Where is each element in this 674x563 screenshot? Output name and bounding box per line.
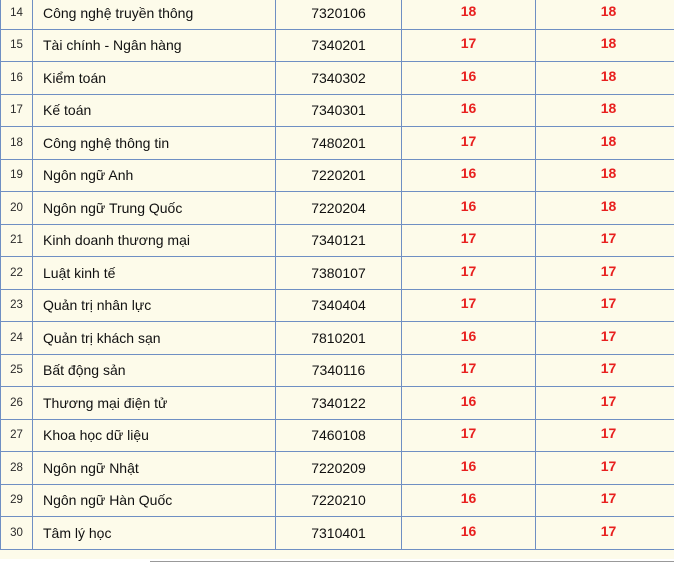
row-number: 25	[1, 354, 33, 387]
row-number: 27	[1, 419, 33, 452]
table-row	[1, 159, 674, 192]
table-row	[1, 419, 674, 452]
major-code: 7320106	[276, 0, 402, 29]
score-cell-2	[536, 484, 674, 517]
major-code: 7220201	[276, 159, 402, 192]
table-row	[1, 517, 674, 550]
major-name: Công nghệ thông tin	[33, 127, 276, 160]
score-cell-1	[402, 517, 536, 550]
major-name: Ngôn ngữ Hàn Quốc	[33, 484, 276, 517]
major-name: Ngôn ngữ Nhật	[33, 452, 276, 485]
score-value-1: 17	[460, 35, 477, 52]
table-row	[1, 257, 674, 290]
row-number: 16	[1, 62, 33, 95]
score-cell-2	[536, 517, 674, 550]
row-number: 24	[1, 322, 33, 355]
score-cell-1	[402, 452, 536, 485]
score-cell-1	[402, 0, 536, 29]
score-value-2: 17	[600, 360, 617, 377]
major-code: 7810201	[276, 322, 402, 355]
row-number: 28	[1, 452, 33, 485]
table-body	[1, 0, 674, 549]
major-code: 7340404	[276, 289, 402, 322]
score-cell-2	[536, 29, 674, 62]
major-name: Quản trị khách sạn	[33, 322, 276, 355]
score-value-2: 18	[600, 67, 617, 84]
score-value-2: 18	[600, 197, 617, 214]
major-code: 7220210	[276, 484, 402, 517]
score-cell-2	[536, 354, 674, 387]
score-value-2: 17	[600, 522, 617, 539]
major-code: 7340116	[276, 354, 402, 387]
major-name: Kinh doanh thương mại	[33, 224, 276, 257]
score-cell-2	[536, 192, 674, 225]
score-cell-2	[536, 419, 674, 452]
major-code: 7380107	[276, 257, 402, 290]
score-cell-2	[536, 257, 674, 290]
score-cell-2	[536, 387, 674, 420]
score-cell-1	[402, 257, 536, 290]
score-cell-1	[402, 159, 536, 192]
score-cell-2	[536, 62, 674, 95]
score-cell-1	[402, 354, 536, 387]
score-value-2: 17	[600, 457, 617, 474]
score-cell-1	[402, 29, 536, 62]
score-cell-1	[402, 322, 536, 355]
table-row	[1, 452, 674, 485]
table-row	[1, 127, 674, 160]
score-value-1: 17	[460, 230, 477, 247]
row-number: 15	[1, 29, 33, 62]
score-value-1: 16	[460, 490, 477, 507]
row-number: 18	[1, 127, 33, 160]
score-value-1: 16	[460, 392, 477, 409]
major-name: Tâm lý học	[33, 517, 276, 550]
score-value-1: 17	[460, 295, 477, 312]
row-number: 19	[1, 159, 33, 192]
score-value-2: 18	[600, 35, 617, 52]
table-row	[1, 354, 674, 387]
score-cell-1	[402, 127, 536, 160]
score-value-1: 17	[460, 132, 477, 149]
table-row	[1, 484, 674, 517]
score-cell-2	[536, 127, 674, 160]
score-value-1: 17	[460, 360, 477, 377]
row-number: 26	[1, 387, 33, 420]
score-cell-1	[402, 419, 536, 452]
score-cell-1	[402, 484, 536, 517]
score-cell-2	[536, 0, 674, 29]
score-cell-2	[536, 224, 674, 257]
bottom-divider	[150, 561, 674, 562]
score-value-1: 16	[460, 67, 477, 84]
score-cell-1	[402, 289, 536, 322]
table-row	[1, 0, 674, 29]
major-name: Quản trị nhân lực	[33, 289, 276, 322]
score-value-1: 16	[460, 522, 477, 539]
score-cell-2	[536, 159, 674, 192]
score-cell-2	[536, 452, 674, 485]
score-value-1: 17	[460, 425, 477, 442]
score-cell-1	[402, 94, 536, 127]
row-number: 30	[1, 517, 33, 550]
score-value-2: 17	[600, 490, 617, 507]
score-value-1: 18	[460, 2, 477, 19]
score-value-1: 16	[460, 100, 477, 117]
score-value-2: 17	[600, 230, 617, 247]
row-number: 29	[1, 484, 33, 517]
major-code: 7460108	[276, 419, 402, 452]
row-number: 23	[1, 289, 33, 322]
major-name: Khoa học dữ liệu	[33, 419, 276, 452]
row-number: 14	[1, 0, 33, 29]
row-number: 22	[1, 257, 33, 290]
major-name: Công nghệ truyền thông	[33, 0, 276, 29]
table-row	[1, 387, 674, 420]
score-value-1: 16	[460, 327, 477, 344]
major-name: Ngôn ngữ Anh	[33, 159, 276, 192]
score-value-2: 17	[600, 392, 617, 409]
major-name: Bất động sản	[33, 354, 276, 387]
major-code: 7340201	[276, 29, 402, 62]
row-number: 20	[1, 192, 33, 225]
major-name: Kế toán	[33, 94, 276, 127]
major-name: Tài chính - Ngân hàng	[33, 29, 276, 62]
score-cell-1	[402, 192, 536, 225]
score-value-2: 18	[600, 100, 617, 117]
score-cell-2	[536, 94, 674, 127]
major-code: 7340121	[276, 224, 402, 257]
table-row	[1, 29, 674, 62]
score-cell-1	[402, 62, 536, 95]
score-value-2: 17	[600, 262, 617, 279]
major-code: 7480201	[276, 127, 402, 160]
score-value-2: 17	[600, 295, 617, 312]
score-value-2: 18	[600, 132, 617, 149]
major-name: Kiểm toán	[33, 62, 276, 95]
major-code: 7340301	[276, 94, 402, 127]
score-cell-1	[402, 387, 536, 420]
table-row	[1, 322, 674, 355]
table-row	[1, 224, 674, 257]
score-value-1: 16	[460, 197, 477, 214]
major-name: Luật kinh tế	[33, 257, 276, 290]
table-row	[1, 289, 674, 322]
major-code: 7340122	[276, 387, 402, 420]
major-name: Thương mại điện tử	[33, 387, 276, 420]
score-value-2: 18	[600, 2, 617, 19]
score-value-1: 16	[460, 165, 477, 182]
major-code: 7220204	[276, 192, 402, 225]
major-code: 7220209	[276, 452, 402, 485]
score-value-1: 16	[460, 457, 477, 474]
major-name: Ngôn ngữ Trung Quốc	[33, 192, 276, 225]
score-cell-2	[536, 322, 674, 355]
table-row	[1, 192, 674, 225]
major-code: 7340302	[276, 62, 402, 95]
score-cell-2	[536, 289, 674, 322]
table-row	[1, 94, 674, 127]
score-value-1: 17	[460, 262, 477, 279]
score-value-2: 18	[600, 165, 617, 182]
score-value-2: 17	[600, 425, 617, 442]
table-row	[1, 62, 674, 95]
score-cell-1	[402, 224, 536, 257]
row-number: 21	[1, 224, 33, 257]
row-number: 17	[1, 94, 33, 127]
score-value-2: 17	[600, 327, 617, 344]
major-code: 7310401	[276, 517, 402, 550]
